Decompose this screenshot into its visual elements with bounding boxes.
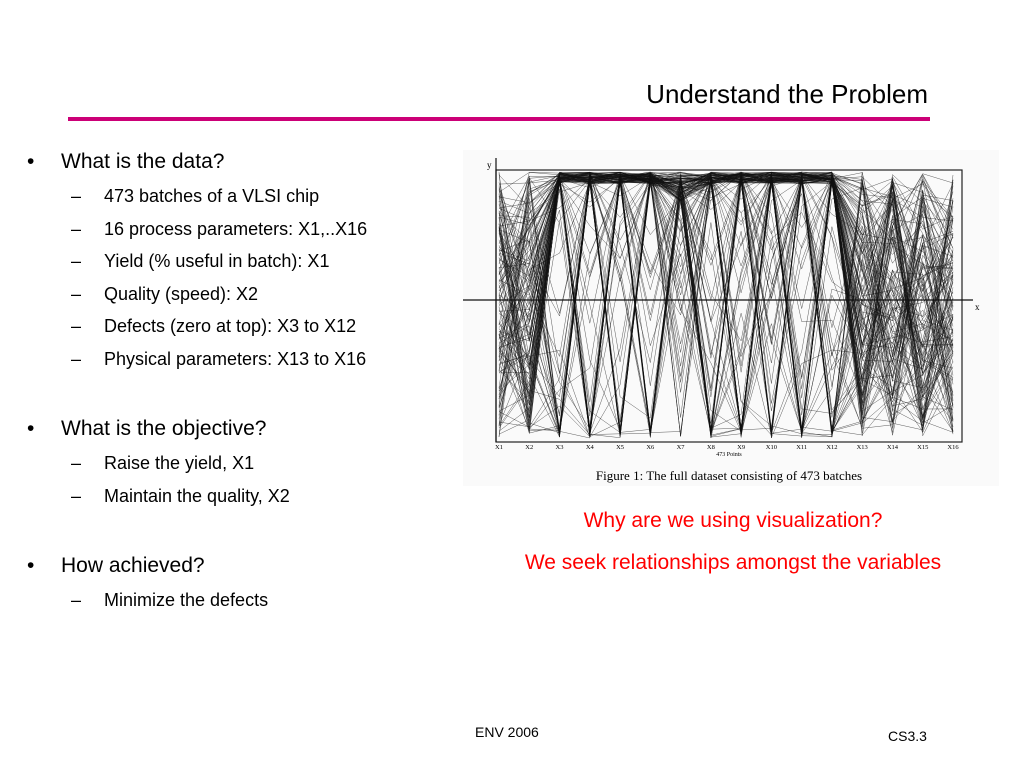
sub-item	[61, 245, 457, 278]
axis-label-x6: X6	[646, 444, 655, 451]
bullet-item-data	[27, 148, 457, 375]
sub-text: Minimize the defects	[104, 590, 269, 610]
axis-label-x4: X4	[585, 444, 594, 451]
dash-marker: –	[71, 590, 82, 610]
relationships-statement: We seek relationships amongst the variables	[524, 551, 942, 574]
title-rule	[68, 117, 930, 121]
sub-text: 473 batches of a VLSI chip	[104, 186, 320, 206]
visualization-question: Why are we using visualization?	[583, 509, 883, 532]
axis-label-x14: X14	[886, 444, 899, 451]
sub-item	[61, 278, 457, 311]
sub-item	[61, 480, 457, 513]
slide-number: CS3.3	[888, 728, 927, 744]
dash-marker: –	[71, 283, 82, 304]
parallel-coordinates-figure	[463, 150, 999, 486]
bullet-item-objective	[27, 415, 457, 512]
sub-item	[61, 213, 457, 246]
dash-marker: –	[71, 348, 82, 369]
sub-item	[61, 310, 457, 343]
sub-item	[61, 180, 457, 213]
axis-label-x9: X9	[737, 444, 746, 451]
dash-marker: –	[71, 218, 82, 239]
axis-label-x16: X16	[947, 444, 959, 451]
sub-text: Maintain the quality, X2	[104, 485, 290, 506]
axis-label-x13: X13	[856, 444, 868, 451]
axis-label-x2: X2	[525, 444, 534, 451]
bullet-marker: •	[27, 554, 35, 577]
dash-marker: –	[71, 316, 82, 336]
sub-text: Defects (zero at top): X3 to X12	[104, 316, 357, 336]
bullet-item-how	[27, 552, 457, 617]
sub-text: Yield (% useful in batch): X1	[104, 251, 330, 271]
points-label: 473 Points	[716, 452, 742, 458]
axis-label-x3: X3	[555, 444, 564, 451]
sub-text: 16 process parameters: X1,..X16	[104, 218, 368, 239]
axis-label-x5: X5	[616, 444, 625, 451]
sub-item	[61, 447, 457, 480]
sub-list	[61, 180, 457, 375]
axis-label-x11: X11	[796, 444, 808, 451]
bullet-text: What is the objective?	[61, 417, 267, 440]
figure-caption: Figure 1: The full dataset consisting of 473 batches	[595, 468, 863, 483]
sub-text: Quality (speed): X2	[104, 283, 259, 304]
dash-marker: –	[71, 251, 82, 271]
sub-item	[61, 343, 457, 376]
axis-label-x10: X10	[765, 444, 778, 451]
dash-marker: –	[71, 453, 82, 473]
sub-list	[61, 447, 457, 512]
dash-marker: –	[71, 186, 82, 206]
axis-label-x8: X8	[706, 444, 715, 451]
slide-title: Understand the Problem	[646, 79, 928, 109]
bullet-marker: •	[27, 417, 35, 440]
axis-label-x12: X12	[826, 444, 838, 451]
sub-text: Physical parameters: X13 to X16	[104, 348, 367, 369]
axis-label-x7: X7	[676, 444, 685, 451]
sub-list	[61, 584, 457, 617]
bullet-list	[27, 148, 457, 617]
bullet-text: What is the data?	[61, 150, 225, 173]
y-axis-label: y	[487, 160, 492, 170]
axis-label-x1: X1	[495, 444, 503, 451]
sub-text: Raise the yield, X1	[104, 453, 255, 473]
footer-center: ENV 2006	[475, 724, 539, 740]
sub-item	[61, 584, 457, 617]
x-axis-label: x	[975, 302, 980, 312]
dash-marker: –	[71, 485, 82, 506]
bullet-text: How achieved?	[61, 554, 205, 577]
bullet-marker: •	[27, 150, 35, 173]
axis-label-x15: X15	[917, 444, 929, 451]
